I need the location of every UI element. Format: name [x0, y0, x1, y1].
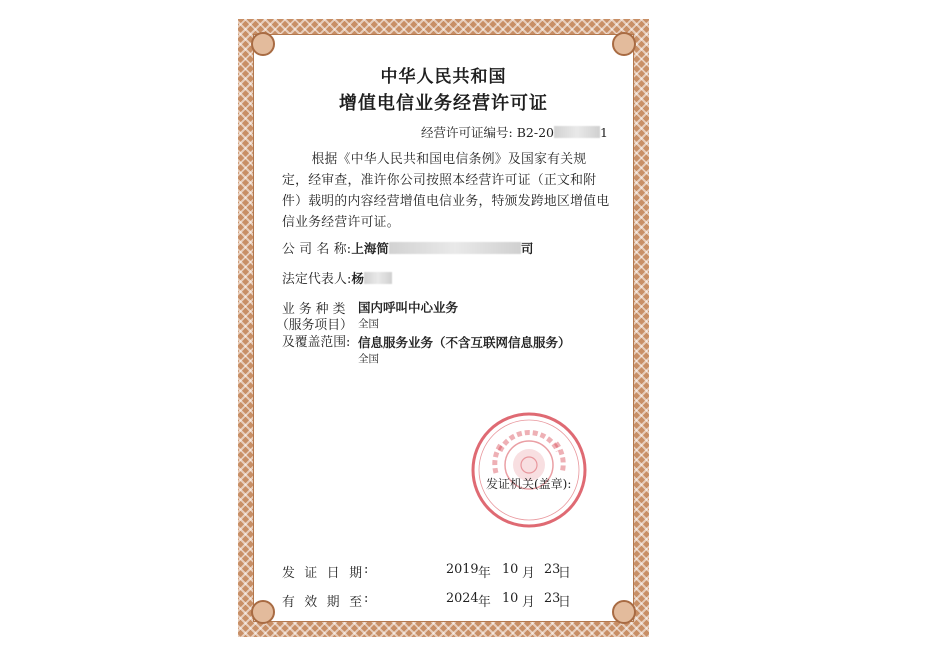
- issuer-label: 发证机关(盖章):: [486, 477, 572, 491]
- month-unit: 月: [522, 566, 535, 581]
- service-name: 信息服务业务（不含互联网信息服务）: [358, 335, 571, 350]
- company-name-prefix: 上海简: [351, 241, 389, 256]
- service-label-line1: 业 务 种 类: [282, 302, 346, 317]
- year-unit: 年: [478, 566, 491, 581]
- service-scope: 全国: [358, 318, 379, 330]
- issue-date-row: [282, 562, 582, 581]
- valid-until-label: 有 效 期 至: [282, 595, 362, 610]
- license-number: [421, 123, 608, 141]
- redaction-blur: [389, 242, 521, 254]
- legal-rep-prefix: 杨: [351, 271, 365, 286]
- corner-ornament: [612, 600, 636, 624]
- day-unit: 日: [558, 595, 571, 610]
- license-number-label: 经营许可证编号:: [421, 125, 513, 140]
- official-seal-icon: [470, 411, 588, 529]
- legal-rep-label: 法定代表人:: [282, 272, 352, 287]
- company-label: 公 司 名 称:: [282, 242, 352, 257]
- service-name: 国内呼叫中心业务: [358, 300, 459, 315]
- service-label-line3: 及覆盖范围:: [282, 335, 351, 350]
- certificate-body-text: 根据《中华人民共和国电信条例》及国家有关规定，经审查，准许你公司按照本经营许可证（正文和附件）载明的内容经营增值电信业务，特颁发跨地区增值电信业务经营许可证。: [282, 152, 610, 230]
- issue-day: 23: [544, 562, 561, 577]
- valid-month: 10: [502, 591, 519, 606]
- company-row: [282, 238, 533, 257]
- license-number-suffix: 1: [599, 125, 608, 140]
- month-unit: 月: [522, 595, 535, 610]
- redaction-blur: [364, 272, 392, 284]
- license-number-prefix: B2-20: [516, 125, 554, 140]
- valid-until-row: [282, 591, 582, 610]
- company-name-suffix: 司: [520, 241, 534, 256]
- issue-date-label: 发 证 日 期: [282, 566, 362, 581]
- service-label-line2: （服务项目）: [276, 318, 353, 333]
- corner-ornament: [251, 600, 275, 624]
- legal-rep-row: [282, 268, 392, 287]
- issue-month: 10: [502, 562, 519, 577]
- valid-day: 23: [544, 591, 561, 606]
- service-scope: 全国: [358, 353, 379, 365]
- redaction-blur: [554, 126, 600, 138]
- colon: :: [364, 562, 369, 577]
- certificate-title: 增值电信业务经营许可证: [339, 93, 548, 114]
- day-unit: 日: [558, 566, 571, 581]
- certificate-title-country: 中华人民共和国: [380, 67, 507, 87]
- issue-year: 2019: [446, 562, 479, 577]
- year-unit: 年: [478, 595, 491, 610]
- corner-ornament: [251, 32, 275, 56]
- valid-year: 2024: [446, 591, 479, 606]
- corner-ornament: [612, 32, 636, 56]
- colon: :: [364, 591, 369, 606]
